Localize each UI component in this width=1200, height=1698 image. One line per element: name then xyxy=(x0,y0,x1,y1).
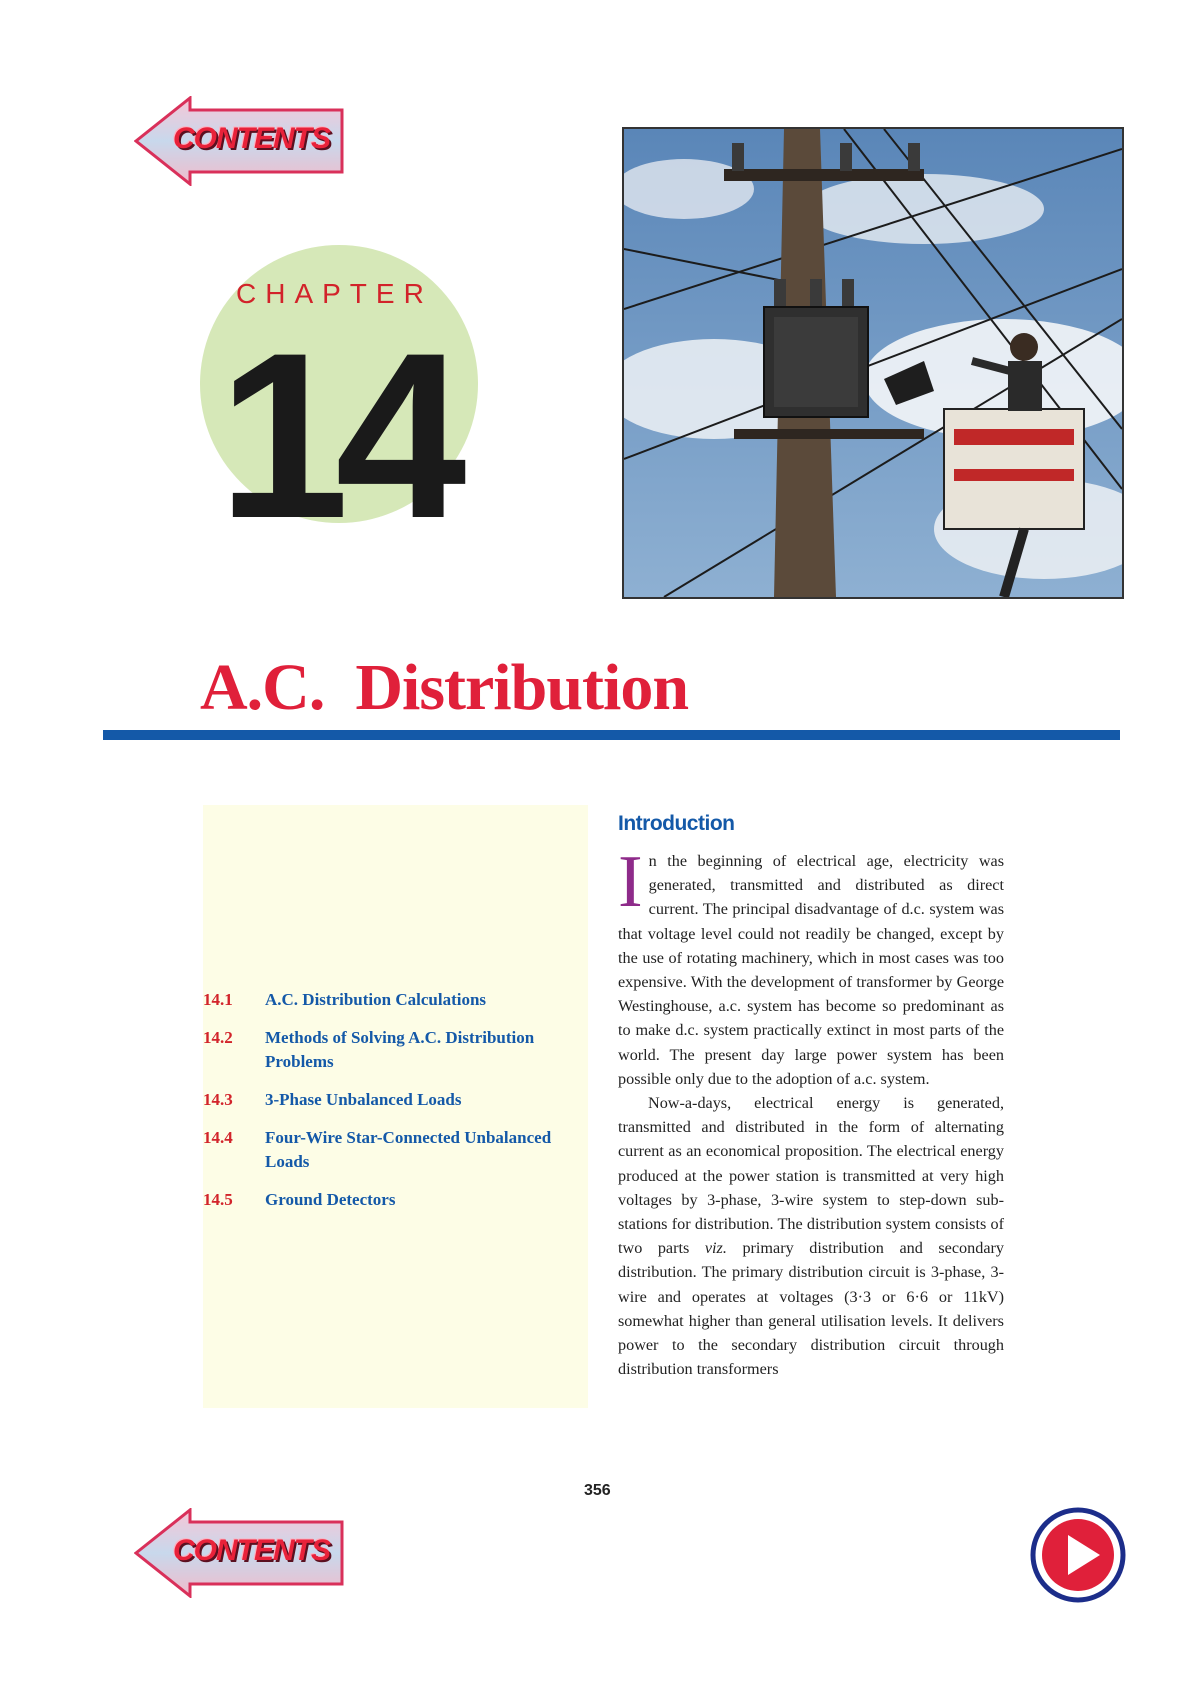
chapter-title: A.C. Distribution xyxy=(200,651,689,724)
outline-item-number: 14.3 xyxy=(203,1090,233,1109)
outline-item[interactable] xyxy=(203,1126,588,1174)
intro-paragraph-2 xyxy=(618,1091,1004,1381)
intro-paragraph-1-text: n the beginning of electrical age, electricity was generated, transmitted and distributed as direct current. The principal disadvantage of d.c. system was that voltage level could not readily be changed, except by the use of rotating machinery, which in most cases was too expensive. With the development of transformer by George Westinghouse, a.c. system has become so predominant as to make d.c. system practically extinct in most parts of the world. The present day large power system has been possible only due to the adoption of a.c. system. xyxy=(618,852,1004,1088)
intro-paragraph-2-italic: viz. xyxy=(704,1239,727,1258)
outline-item[interactable] xyxy=(203,988,588,1012)
outline-item-title: 3-Phase Unbalanced Loads xyxy=(265,1090,462,1109)
intro-paragraph-1 xyxy=(618,841,1004,1091)
chapter-photo xyxy=(622,127,1124,599)
drop-cap: I xyxy=(618,841,643,923)
section-heading: Introduction xyxy=(618,812,735,835)
outline-item[interactable] xyxy=(203,1026,588,1074)
chapter-outline xyxy=(203,805,588,1408)
outline-list xyxy=(203,988,588,1226)
outline-item[interactable] xyxy=(203,1188,588,1212)
title-divider xyxy=(103,730,1120,740)
contents-button-top[interactable] xyxy=(134,96,344,186)
intro-body xyxy=(618,841,1004,1381)
contents-label: CONTENTS xyxy=(173,1534,330,1567)
chapter-word: CHAPTER xyxy=(236,278,433,309)
outline-item-number: 14.2 xyxy=(203,1028,233,1047)
page-number: 356 xyxy=(584,1482,611,1499)
outline-item-number: 14.5 xyxy=(203,1190,233,1209)
outline-item-number: 14.1 xyxy=(203,990,233,1009)
outline-item-title: Four-Wire Star-Connected Unbalanced Loads xyxy=(265,1128,552,1171)
outline-item-title: Ground Detectors xyxy=(265,1190,396,1209)
outline-item-number: 14.4 xyxy=(203,1128,233,1147)
next-page-button[interactable] xyxy=(1030,1507,1126,1603)
intro-paragraph-2-text-b: primary distribution and secondary distribution. The primary distribution circuit is 3-phase, 3-wire and operates at voltages (3·3 or 6·6 or 11kV) somewhat higher than general utilisation levels. It delivers power to the secondary distribution circuit through distribution transformers xyxy=(618,1239,1004,1379)
intro-paragraph-2-text-a: Now-a-days, electrical energy is generated, transmitted and distributed in the form of alternating current as an economical proposition. The electrical energy produced at the power station is transmitted at very high voltages by 3-phase, 3-wire system to step-down sub-stations for distribution. The distribution system consists of two parts xyxy=(618,1094,1004,1258)
outline-item-title: Methods of Solving A.C. Distribution Problems xyxy=(265,1028,535,1071)
play-arrow-icon xyxy=(1030,1507,1126,1603)
contents-label: CONTENTS xyxy=(173,122,330,155)
outline-item-title: A.C. Distribution Calculations xyxy=(265,990,487,1009)
chapter-number: 14 xyxy=(218,304,453,568)
contents-button-bottom[interactable] xyxy=(134,1508,344,1598)
outline-item[interactable] xyxy=(203,1088,588,1112)
